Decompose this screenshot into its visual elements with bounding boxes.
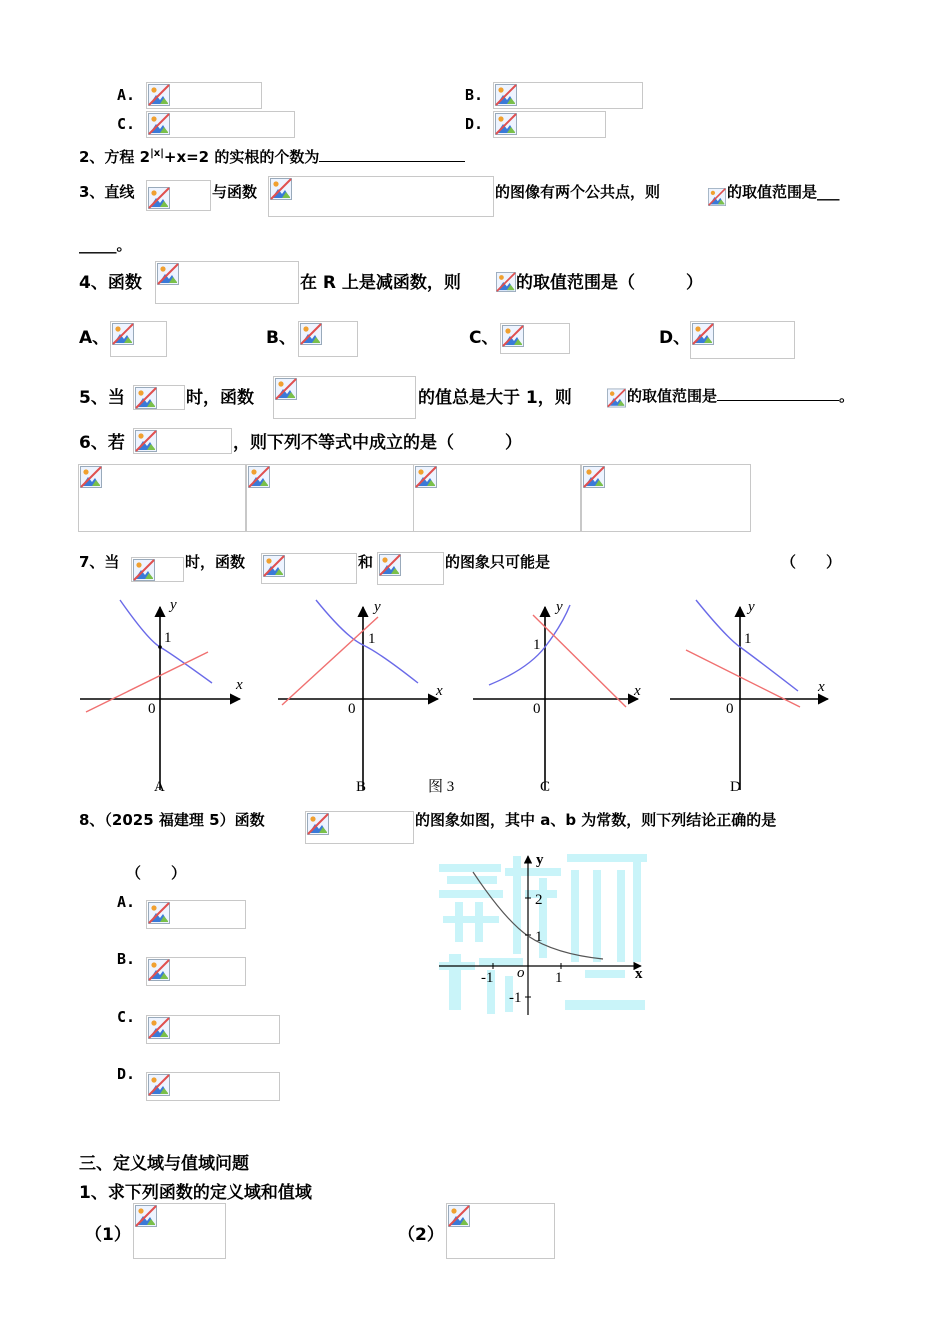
q1-option-c-formula-image [146,111,295,138]
q7-figure [78,595,848,800]
q6-option-d-image [581,464,751,532]
q8-tick-2: 2 [535,892,543,908]
graph-a-zero: 0 [148,701,156,717]
q3-function-formula-image [268,176,494,217]
q8-graph [435,850,650,1020]
section-3-part-1-label: （1） [85,1225,131,1245]
q8-curve [473,872,603,959]
q6-option-c-image [413,464,581,532]
q7-middle-text: 时，函数 [185,553,246,571]
q4-option-a-label: A、 [79,328,110,348]
q7-prefix: 7、当 [79,553,120,571]
q1-option-a-formula-image [146,82,262,109]
q8-post-text: 的图象如图，其中 a、b 为常数，则下列结论正确的是 [415,811,777,829]
q4-function-formula-image [155,261,299,304]
q7-function-2-image [377,552,444,585]
graph-b-zero: 0 [348,701,356,717]
q4-option-c-label: C、 [469,328,499,348]
q1-option-b-label: B. [465,86,484,104]
graph-c-label: C [540,779,551,795]
broken-image-icon [495,84,517,106]
q5-range-label: 的取值范围是 [627,387,718,405]
q2-answer-blank [319,147,465,162]
graph-c-x-label: x [634,683,641,699]
graph-b-exp-curve [316,600,418,683]
graph-c-exp-curve [489,605,570,685]
q4-option-b-image [298,321,358,357]
graph-d-label: D [730,779,741,795]
q5-post-text: 的值总是大于 1，则 [418,388,572,408]
q8-option-b-label: B. [117,950,136,968]
q3-line-formula-image [146,180,211,211]
graph-c-line [533,615,626,707]
graph-b-one: 1 [368,631,376,647]
graph-c [473,599,641,795]
q8-option-c-image [146,1015,280,1044]
broken-image-icon [148,1074,170,1096]
broken-image-icon [112,323,134,345]
q8-option-b-image [146,957,246,986]
watermark-logo [439,854,647,1014]
q8-xtick-minus1: -1 [481,970,494,986]
graph-b-y-label: y [374,599,381,615]
q1-option-a-label: A. [117,86,136,104]
q4-option-a-image [110,321,167,357]
graph-a-one: 1 [164,630,172,646]
broken-image-icon [157,263,179,285]
broken-image-icon [379,554,401,576]
broken-image-icon [133,559,155,581]
section-3-title: 三、定义域与值域问题 [79,1154,249,1174]
q8-function-formula-image [305,811,414,844]
q3-post-text: 的图像有两个公共点，则 [495,183,661,201]
section-3-part-2-label: （2） [398,1225,444,1245]
q4-option-d-image [690,321,795,359]
graph-a-line [86,652,208,712]
graph-c-y-label: y [556,599,563,615]
q7-and-text: 和 [358,553,374,571]
graph-a-intercept-point [158,645,162,649]
q4-option-c-image [500,323,570,354]
broken-image-icon [300,323,322,345]
graph-d-one: 1 [744,631,752,647]
q6-condition-image [133,428,232,454]
q7-figure-caption: 图 3 [428,779,455,795]
graph-d [670,599,828,795]
broken-image-icon [448,1205,470,1227]
q8-tick-minus1: -1 [509,990,522,1006]
q7-function-1-image [261,553,357,584]
q5-variable-image [607,388,626,408]
broken-image-icon [607,388,626,408]
graph-b-x-label: x [436,683,443,699]
broken-image-icon [148,113,170,135]
broken-image-icon [495,113,517,135]
q8-option-d-label: D. [117,1065,136,1083]
broken-image-icon [135,387,157,409]
q8-origin-label: o [517,965,525,981]
graph-c-zero: 0 [533,701,541,717]
graph-c-one: 1 [533,637,541,653]
q4-prefix: 4、函数 [79,273,142,293]
q6-post-text: ，则下列不等式中成立的是（ ） [233,433,522,453]
q3-middle-text: 与函数 [212,183,258,201]
broken-image-icon [583,466,605,488]
broken-image-icon [496,272,516,292]
broken-image-icon [415,466,437,488]
graph-d-x-label: x [818,679,825,695]
graph-a-x-label: x [236,677,243,693]
section-3-question-1: 1、求下列函数的定义域和值域 [79,1183,312,1203]
broken-image-icon [148,187,170,209]
section-3-part-2-formula-image [446,1203,555,1259]
broken-image-icon [148,959,170,981]
graph-d-zero: 0 [726,701,734,717]
broken-image-icon [502,325,524,347]
broken-image-icon [707,188,727,206]
q5-range-text [627,385,854,406]
broken-image-icon [275,378,297,400]
broken-image-icon [148,84,170,106]
q6-prefix: 6、若 [79,433,125,453]
graph-b-label: B [356,779,367,795]
q4-post-text: 在 R 上是减函数，则 [300,273,461,293]
q3-blank-continuation: _____。 [79,236,132,254]
q5-function-formula-image [273,376,416,419]
q4-option-d-label: D、 [659,328,691,348]
graph-a-label: A [154,779,165,795]
q8-xtick-1: 1 [555,970,563,986]
q5-middle-text: 时，函数 [186,388,254,408]
broken-image-icon [270,178,292,200]
q7-answer-parens: （ ） [781,553,842,571]
broken-image-icon [148,1017,170,1039]
broken-image-icon [135,1205,157,1227]
q4-range-text: 的取值范围是（ ） [516,273,703,293]
q8-x-label: x [635,966,643,982]
question-2 [79,146,465,167]
q2-text-start: 2、方程 2 [79,148,151,166]
q5-condition-image [133,385,185,410]
broken-image-icon [148,902,170,924]
q8-prefix: 8、（2025 福建理 5）函数 [79,811,265,829]
q3-variable-image [707,188,727,206]
q1-option-c-label: C. [117,115,136,133]
broken-image-icon [80,466,102,488]
section-3-part-1-formula-image [133,1203,226,1259]
graph-d-y-label: y [748,599,755,615]
q8-option-a-label: A. [117,893,136,911]
broken-image-icon [248,466,270,488]
q3-prefix: 3、直线 [79,183,135,201]
q1-option-b-formula-image [493,82,643,109]
broken-image-icon [135,430,157,452]
q4-variable-image [496,272,516,292]
broken-image-icon [307,813,329,835]
q5-period: 。 [839,387,855,405]
q8-answer-parens: （ ） [126,864,187,882]
graph-a-y-label: y [170,597,177,613]
graph-b [278,599,443,795]
broken-image-icon [263,555,285,577]
q6-option-a-image [78,464,246,532]
q7-post-text: 的图象只可能是 [445,553,551,571]
q5-answer-blank [717,386,839,401]
q2-text-end: +x=2 的实根的个数为 [163,148,320,166]
q1-option-d-label: D. [465,115,484,133]
q2-exponent: |x| [150,148,164,159]
q3-range-text: 的取值范围是___ [727,183,840,201]
q8-y-label: y [536,852,544,868]
q5-prefix: 5、当 [79,388,125,408]
q8-option-a-image [146,900,246,929]
q7-condition-image [131,557,184,582]
q4-option-b-label: B、 [266,328,296,348]
q8-tick-1: 1 [535,929,543,945]
broken-image-icon [692,323,714,345]
graph-a [80,597,243,795]
q1-option-d-formula-image [493,111,606,138]
q6-option-b-image [246,464,414,532]
q8-option-c-label: C. [117,1008,136,1026]
q8-option-d-image [146,1072,280,1101]
